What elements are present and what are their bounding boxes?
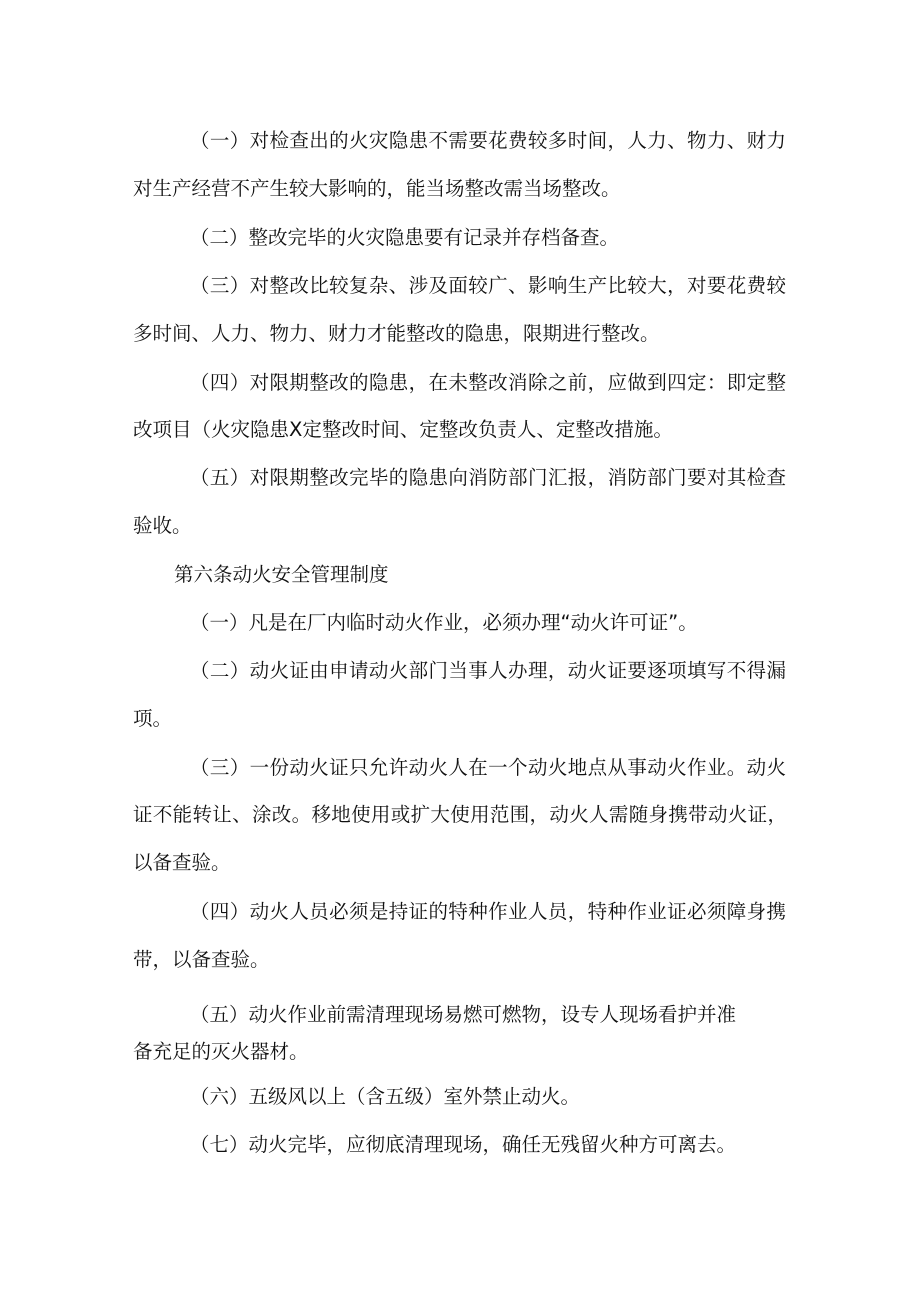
item-6-3-line-1: （三）一份动火证只允许动火人在一个动火地点从事动火作业。动火 xyxy=(190,756,786,779)
paragraph-line xyxy=(190,754,786,782)
paragraph-line xyxy=(133,801,787,829)
section-heading xyxy=(174,561,920,589)
paragraph-line xyxy=(190,464,786,492)
item-5-2-line-1: （二）整改完毕的火灾隐患要有记录并存档备查。 xyxy=(190,226,620,249)
item-6-5-line-2: 备充足的灭火器材。 xyxy=(133,1040,309,1063)
item-6-7-line-1: （七）动火完毕，应彻底清理现场，确任无残留火种方可离去。 xyxy=(190,1133,737,1156)
paragraph-line xyxy=(133,416,920,444)
paragraph-line xyxy=(133,705,920,733)
paragraph-line xyxy=(133,512,920,540)
paragraph-line xyxy=(190,898,786,926)
item-6-3-line-3: 以备查验。 xyxy=(133,851,231,874)
paragraph-line xyxy=(133,946,920,974)
item-6-2-line-2: 项。 xyxy=(133,707,173,730)
item-6-5-line-1: （五）动火作业前需清理现场易燃可燃物，设专人现场看护并准 xyxy=(190,1003,737,1026)
paragraph-line xyxy=(190,1001,920,1029)
item-5-3-line-1: （三）对整改比较复杂、涉及面较广、影响生产比较大，对要花费较 xyxy=(190,274,786,297)
paragraph-line xyxy=(133,320,920,348)
paragraph-line xyxy=(190,369,786,397)
paragraph-line xyxy=(190,272,786,300)
item-6-6-line-1: （六）五级风以上（含五级）室外禁止动火。 xyxy=(190,1085,581,1108)
item-6-1-line-1: （一）凡是在厂内临时动火作业，必须办理“动火许可证”。 xyxy=(190,611,698,634)
paragraph-line xyxy=(133,175,920,203)
item-6-4-line-1: （四）动火人员必须是持证的特种作业人员，特种作业证必须障身携 xyxy=(190,900,786,923)
item-5-3-line-2: 多时间、人力、物力、财力才能整改的隐患，限期进行整改。 xyxy=(133,322,660,345)
paragraph-line xyxy=(190,224,920,252)
paragraph-line xyxy=(190,609,920,637)
item-5-4-line-1: （四）对限期整改的隐患，在未整改消除之前，应做到四定：即定整 xyxy=(190,371,786,394)
paragraph-line xyxy=(190,1083,920,1111)
paragraph-line xyxy=(133,1038,920,1066)
item-5-5-line-2: 验收。 xyxy=(133,514,192,537)
item-5-5-line-1: （五）对限期整改完毕的隐患向消防部门汇报，消防部门要对其检查 xyxy=(190,466,786,489)
paragraph-line xyxy=(190,657,786,685)
section-6-heading: 第六条动火安全管理制度 xyxy=(174,563,389,586)
paragraph-line xyxy=(190,1131,920,1159)
item-6-3-line-2: 证不能转让、涂改。移地使用或扩大使用范围，动火人需随身携带动火证， xyxy=(133,803,787,826)
item-5-1-line-1: （一）对检查出的火灾隐患不需要花费较多时间，人力、物力、财力 xyxy=(190,129,786,152)
item-6-2-line-1: （二）动火证由申请动火部门当事人办理，动火证要逐项填写不得漏 xyxy=(190,659,786,682)
paragraph-line xyxy=(190,127,786,155)
item-6-4-line-2: 带，以备查验。 xyxy=(133,948,270,971)
item-5-4-line-2: 改项目（火灾隐患X定整改时间、定整改负责人、定整改措施。 xyxy=(133,418,673,441)
paragraph-line xyxy=(133,849,920,877)
item-5-1-line-2: 对生产经营不产生较大影响的，能当场整改需当场整改。 xyxy=(133,177,621,200)
